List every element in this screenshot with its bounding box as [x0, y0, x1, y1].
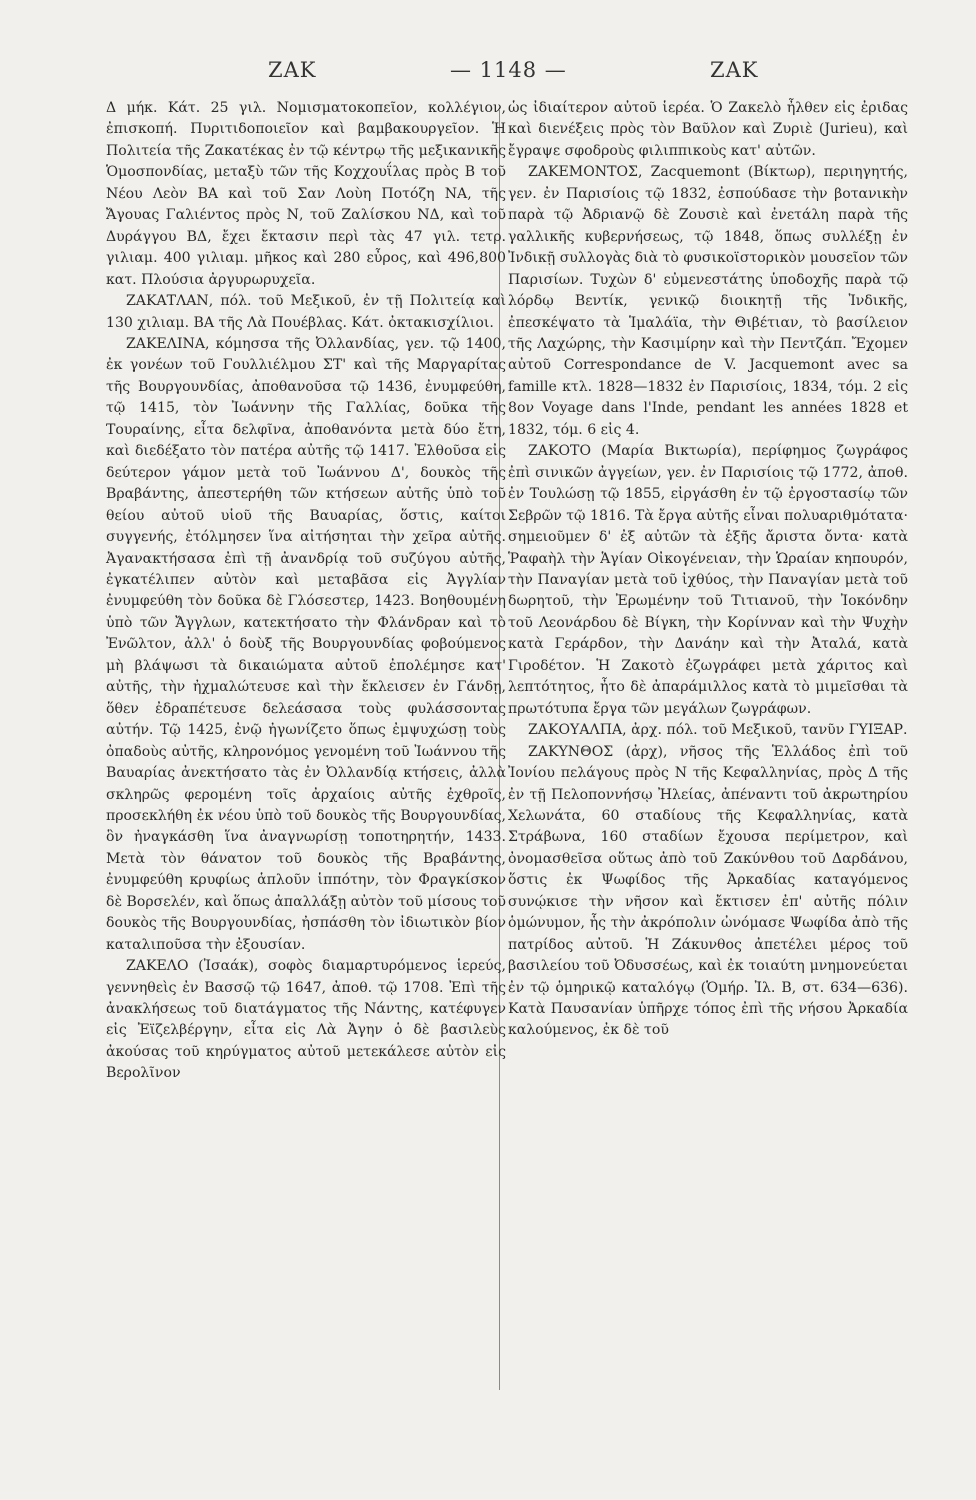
running-head-right: ZAK	[710, 58, 759, 82]
running-head-left: ZAK	[268, 58, 317, 82]
entry-zakelo-continuation: ὡς ἰδιαίτερον αὐτοῦ ἱερέα. Ὁ Ζακελὸ ἦλθεν εἰς ἐριδας καὶ διενέξεις πρὸς τὸν Βαῦλον καὶ Ζυριὲ (Jurieu), καὶ ἔγραψε σφοδροὺς φιλιππικοὺς κατ' αὐτῶν.	[508, 100, 908, 159]
entry-zakatlan: ΖΑΚΑΤΛΑΝ, πόλ. τοῦ Μεξικοῦ, ἐν τῇ Πολιτείᾳ καὶ 130 χιλιαμ. ΒΑ τῆς Λὰ Πουέβλας. Κάτ. ὀκτακισχίλιοι.	[106, 293, 506, 331]
right-column	[508, 98, 908, 1042]
entry-continuation: Δ μήκ. Κάτ. 25 γιλ. Νομισματοκοπεῖον, κολλέγιον, ἐπισκοπή. Πυριτιδοποιεῖον καὶ βαμβακουργεῖον. Ἡ Πολιτεία τῆς Ζακατέκας ἐν τῷ κέντρῳ τῆς μεξικανικῆς Ὁμοσπονδίας, μεταξὺ τῶν τῆς Κοχχουΐλας πρὸς Β τοῦ Νέου Λεὸν ΒΑ καὶ τοῦ Σαν Λοὺη Ποτόζη ΝΑ, τῆς Ἄγουας Γαλιέντος πρὸς Ν, τοῦ Ζαλίσκου ΝΔ, καὶ τοῦ Δυράγγου ΒΔ, ἔχει ἔκτασιν περὶ τὰς 47 γιλ. τετρ. γιλιαμ. 400 γιλιαμ. μῆκος καὶ 280 εὖρος, καὶ 496,800 κατ. Πλούσια ἀργυρωρυχεῖα.	[106, 100, 506, 288]
entry-zakoualpa: ΖΑΚΟΥΑΛΠΑ, ἀρχ. πόλ. τοῦ Μεξικοῦ, τανῦν ΓΥΙΞΑΡ.	[528, 722, 908, 739]
running-head	[100, 58, 876, 94]
left-column	[106, 98, 506, 1085]
entry-zakemontos: ΖΑΚΕΜΟΝΤΟΣ, Zacquemont (Βίκτωρ), περιηγητής, γεν. ἐν Παρισίοις τῷ 1832, ἐσπούδασε τὴν βοτανικὴν παρὰ τῷ Ἀδριανῷ δὲ Ζουσιὲ καὶ ἐνετάλη παρὰ τῆς γαλλικῆς κυβερνήσεως, τῷ 1848, ὅπως συλλέξῃ ἐν Ἰνδικῇ συλλογὰς διὰ τὸ φυσικοϊστορικὸν μουσεῖον τῶν Παρισίων. Τυχὼν δ' εὐμενεστάτης ὑποδοχῆς παρὰ τῷ λόρδῳ Βεντίκ, γενικῷ διοικητῇ τῆς Ἰνδικῆς, ἐπεσκέψατο τὰ Ἱμαλάϊα, τὴν Θιβέτιαν, τὸ βασίλειον τῆς Λαχώρης, τὴν Κασιμίρην καὶ τὴν Πεντζάπ. Ἔχομεν αὐτοῦ Correspondance de V. Jacquemont avec sa famille κτλ. 1828—1832 ἐν Παρισίοις, 1834, τόμ. 2 εἰς 8ον Voyage dans l'Inde, pendant les années 1828 et 1832, τόμ. 6 εἰς 4.	[508, 164, 908, 438]
page-number: — 1148 —	[450, 58, 567, 82]
entry-zakelina: ΖΑΚΕΛΙΝΑ, κόμησσα τῆς Ὀλλανδίας, γεν. τῷ 1400, ἐκ γονέων τοῦ Γουλλιέλμου ΣΤ' καὶ τῆς Μαργαρίτας τῆς Βουργουνδίας, ἀποθανοῦσα τῷ 1436, ἐνυμφεύθη, τῷ 1415, τὸν Ἰωάννην τῆς Γαλλίας, δοῦκα τῆς Τουραίνης, εἶτα δελφῖνα, ἀποθανόντα μετὰ δύο ἔτη, καὶ διεδέξατο τὸν πατέρα αὐτῆς τῷ 1417. Ἐλθοῦσα εἰς δεύτερον γάμον μετὰ τοῦ Ἰωάννου Δ', δουκὸς τῆς Βραβάντης, ἀπεστερήθη τῶν κτήσεων αὐτῆς ὑπὸ τοῦ θείου αὐτοῦ υἱοῦ τῆς Βαυαρίας, ὅστις, καίτοι συγγενής, ἐτόλμησεν ἵνα αἰτήσηται τὴν χεῖρα αὐτῆς. Ἀγανακτήσασα ἐπὶ τῇ ἀνανδρίᾳ τοῦ συζύγου αὐτῆς, ἐγκατέλιπεν αὐτὸν καὶ μεταβᾶσα εἰς Ἀγγλίαν ἐνυμφεύθη τὸν δοῦκα δὲ Γλόσεστερ, 1423. Βοηθουμένη ὑπὸ τῶν Ἄγγλων, κατεκτήσατο τὴν Φλάνδραν καὶ τὸ Ἐνῶλτον, ἀλλ' ὁ δοὺξ τῆς Βουργουνδίας φοβούμενος μὴ βλάψωσι τὰ δικαιώματα αὐτοῦ ἐπολέμησε κατ' αὐτῆς, τὴν ἠχμαλώτευσε καὶ τὴν ἔκλεισεν ἐν Γάνδῃ, ὅθεν ἐδραπέτευσε δελεάσασα τοὺς φυλάσσοντας αὐτήν. Τῷ 1425, ἐνῷ ἠγωνίζετο ὅπως ἐμψυχώσῃ τοὺς ὀπαδοὺς αὐτῆς, κληρονόμος γενομένη τοῦ Ἰωάννου τῆς Βαυαρίας ἀνεκτήσατο τὰς ἐν Ὀλλανδίᾳ κτήσεις, ἀλλὰ σκληρῶς φερομένη τοῖς ἀρχαίοις αὐτῆς ἐχθροῖς, προσεκλήθη ἐκ νέου ὑπὸ τοῦ δουκὸς τῆς Βουργουνδίας, ὃν ἠναγκάσθη ἵνα ἀναγνωρίσῃ τοποτηρητήν, 1433. Μετὰ τὸν θάνατον τοῦ δουκὸς τῆς Βραβάντης, ἐνυμφεύθη κρυφίως ἁπλοῦν ἱππότην, τὸν Φραγκίσκον δὲ Βορσελέν, καὶ ὅπως ἀπαλλάξῃ αὐτὸν τοῦ μίσους τοῦ δουκὸς τῆς Βουργουνδίας, ἠσπάσθη τὸν ἰδιωτικὸν βίον καταλιποῦσα τὴν ἐξουσίαν.	[106, 335, 506, 953]
entry-zakynthos: ΖΑΚΥΝΘΟΣ (ἀρχ), νῆσος τῆς Ἑλλάδος ἐπὶ τοῦ Ἰονίου πελάγους πρὸς Ν τῆς Κεφαλληνίας, πρὸς Δ τῆς ἐν τῇ Πελοποννήσῳ Ἠλείας, ἀπέναντι τοῦ ἀκρωτηρίου Χελωνάτα, 60 σταδίους τῆς Κεφαλληνίας, κατὰ Στράβωνα, 160 σταδίων ἔχουσα περίμετρον, καὶ ὀνομασθεῖσα οὕτως ἀπὸ τοῦ Ζακύνθου τοῦ Δαρδάνου, ὅστις ἐκ Ψωφίδος τῆς Ἀρκαδίας καταγόμενος συνῴκισε τὴν νῆσον καὶ ἔκτισεν ἐπ' αὐτῆς πόλιν ὁμώνυμον, ἧς τὴν ἀκρόπολιν ὠνόμασε Ψωφίδα ἀπὸ τῆς πατρίδος αὐτοῦ. Ἡ Ζάκυνθος ἀπετέλει μέρος τοῦ βασιλείου τοῦ Ὀδυσσέως, καὶ ἐκ τοιαύτη μνημονεύεται ἐν τῷ ὁμηρικῷ καταλόγῳ (Ὁμήρ. Ἰλ. Β, στ. 634—636). Κατὰ Παυσανίαν ὑπῆρχε τόπος ἐπὶ τῆς νήσου Ἀρκαδία καλούμενος, ἐκ δὲ τοῦ	[508, 743, 908, 1039]
entry-zakelo: ΖΑΚΕΛΟ (Ἰσαάκ), σοφὸς διαμαρτυρόμενος ἱερεύς, γεννηθεὶς ἐν Βασσῷ τῷ 1647, ἀποθ. τῷ 1708. Ἐπὶ τῆς ἀνακλήσεως τοῦ διατάγματος τῆς Νάντης, κατέφυγεν εἰς Ἐϊζελβέργην, εἶτα εἰς Λὰ Ἀγην ὁ δὲ βασιλεὺς ἀκούσας τοῦ κηρύγματος αὐτοῦ μετεκάλεσε αὐτὸν εἰς Βερολῖνον	[106, 958, 506, 1082]
entry-zakoto: ΖΑΚΟΤΟ (Μαρία Βικτωρία), περίφημος ζωγράφος ἐπὶ σινικῶν ἀγγείων, γεν. ἐν Παρισίοις τῷ 1772, ἀποθ. ἐν Τουλώσῃ τῷ 1855, εἰργάσθη ἐν τῷ ἐργοστασίῳ τῶν Σεβρῶν τῷ 1816. Τὰ ἔργα αὐτῆς εἶναι πολυαριθμότατα· σημειοῦμεν δ' ἐξ αὐτῶν τὰ ἑξῆς ἄριστα ὄντα· κατὰ Ῥαφαὴλ τὴν Ἁγίαν Οἰκογένειαν, τὴν Ὡραίαν κηπουρόν, τὴν Παναγίαν μετὰ τοῦ ἰχθύος, τὴν Παναγίαν μετὰ τοῦ δωρητοῦ, τὴν Ἐρωμένην τοῦ Τιτιανοῦ, τὴν Ἰοκόνδην τοῦ Λεονάρδου δὲ Βίγκη, τὴν Κορίνναν καὶ τὴν Ψυχὴν κατὰ Γεράρδον, τὴν Δανάην καὶ τὴν Ἀταλά, κατὰ Γιροδέτον. Ἡ Ζακοτὸ ἐζωγράφει μετὰ χάριτος καὶ λεπτότητος, ἦτο δὲ ἀπαράμιλλος κατὰ τὸ μιμεῖσθαι τὰ πρωτότυπα ἔργα τῶν μεγάλων ζωγράφων.	[508, 443, 908, 717]
